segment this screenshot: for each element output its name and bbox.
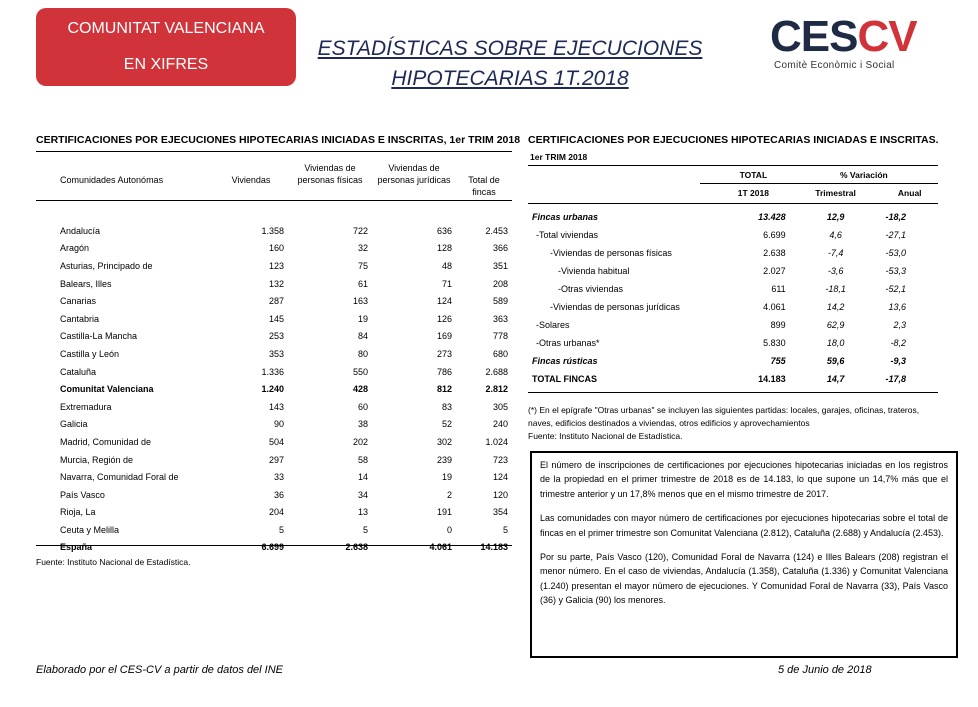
page-title <box>300 34 720 94</box>
value-cell: 4.061 <box>429 542 452 553</box>
value-cell: 123 <box>268 260 284 271</box>
value-cell: 351 <box>492 260 508 271</box>
header-viv-fisicas: Viviendas de personas físicas <box>297 163 363 185</box>
category-cell: Fincas urbanas <box>532 212 599 222</box>
table-row <box>528 370 938 388</box>
value-cell: 124 <box>436 296 452 307</box>
value-cell: 273 <box>436 348 452 359</box>
table-row <box>528 316 938 334</box>
value-cell: 287 <box>268 296 284 307</box>
table-row <box>36 292 512 310</box>
value-cell: -7,4 <box>827 248 844 258</box>
region-cell: España <box>60 542 93 553</box>
right-table-notes <box>528 404 938 443</box>
category-cell: Fincas rústicas <box>532 356 598 366</box>
category-cell: -Otras urbanas* <box>536 338 600 348</box>
table-row <box>528 280 938 298</box>
value-cell: 5 <box>502 524 508 535</box>
table-row <box>528 352 938 370</box>
value-cell: 12,9 <box>826 212 845 222</box>
value-cell: 253 <box>268 331 284 342</box>
value-cell: 160 <box>268 243 284 254</box>
value-cell: 62,9 <box>826 320 845 330</box>
region-cell: Castilla-La Mancha <box>60 331 138 342</box>
left-table-bottom-rule <box>36 545 512 546</box>
value-cell: 2.812 <box>485 384 508 395</box>
value-cell: 34 <box>357 489 368 500</box>
value-cell: 14.183 <box>480 542 508 553</box>
table-row <box>36 451 512 469</box>
value-cell: 2.027 <box>763 266 786 276</box>
value-cell: 143 <box>268 401 284 412</box>
region-cell: Galicia <box>60 419 88 430</box>
left-table-source: Fuente: Instituto Nacional de Estadística. <box>36 557 191 567</box>
value-cell: 14,2 <box>826 302 845 312</box>
value-cell: 128 <box>436 243 452 254</box>
value-cell: 169 <box>436 331 452 342</box>
table-row <box>36 398 512 416</box>
region-cell: País Vasco <box>60 489 105 500</box>
header-total: TOTAL <box>739 170 768 180</box>
value-cell: 2.638 <box>345 542 368 553</box>
region-cell: Ceuta y Melilla <box>60 524 120 535</box>
value-cell: 60 <box>357 401 368 412</box>
value-cell: 550 <box>352 366 368 377</box>
summary-text-box <box>530 451 958 658</box>
value-cell: -27,1 <box>885 230 906 240</box>
category-cell: -Viviendas de personas jurídicas <box>550 302 680 312</box>
value-cell: 90 <box>273 419 284 430</box>
value-cell: 5.830 <box>763 338 786 348</box>
table-row <box>36 257 512 275</box>
value-cell: -17,8 <box>885 374 906 384</box>
value-cell: 13.428 <box>758 212 786 222</box>
table-row <box>528 334 938 352</box>
value-cell: -52,1 <box>885 284 906 294</box>
value-cell: 202 <box>352 436 368 447</box>
value-cell: 19 <box>441 472 452 483</box>
value-cell: 36 <box>273 489 284 500</box>
value-cell: 2.638 <box>763 248 786 258</box>
value-cell: 2.453 <box>485 225 508 236</box>
value-cell: 71 <box>441 278 452 289</box>
table-total-row <box>36 539 512 557</box>
value-cell: 504 <box>268 436 284 447</box>
page-title-line-2: HIPOTECARIAS 1T.2018 <box>391 67 629 90</box>
value-cell: 1.336 <box>261 366 284 377</box>
value-cell: 61 <box>357 278 368 289</box>
value-cell: 52 <box>441 419 452 430</box>
cescv-logo <box>770 14 930 74</box>
value-cell: 722 <box>352 225 368 236</box>
region-cell: Asturias, Principado de <box>60 260 153 271</box>
value-cell: 239 <box>436 454 452 465</box>
value-cell: 4,6 <box>829 230 842 240</box>
header-period: 1T 2018 <box>737 188 769 198</box>
region-badge <box>36 8 296 86</box>
category-cell: -Vivienda habitual <box>558 266 630 276</box>
header-viv-juridicas: Viviendas de personas jurídicas <box>377 163 451 185</box>
table-row <box>36 504 512 522</box>
value-cell: 297 <box>268 454 284 465</box>
table-row <box>36 275 512 293</box>
region-cell: Madrid, Comunidad de <box>60 436 152 447</box>
left-table <box>36 160 512 556</box>
value-cell: 680 <box>492 348 508 359</box>
table-row <box>528 226 938 244</box>
table-row <box>36 416 512 434</box>
value-cell: 48 <box>441 260 452 271</box>
right-table-subtitle: 1er TRIM 2018 <box>530 152 588 162</box>
value-cell: 208 <box>492 278 508 289</box>
header-viviendas: Viviendas <box>231 175 271 185</box>
value-cell: 755 <box>770 356 786 366</box>
value-cell: 132 <box>268 278 284 289</box>
value-cell: -3,6 <box>827 266 844 276</box>
table-row <box>36 328 512 346</box>
value-cell: 366 <box>492 243 508 254</box>
value-cell: 83 <box>441 401 452 412</box>
region-cell: Comunitat Valenciana <box>60 384 154 395</box>
region-cell: Andalucía <box>60 225 101 236</box>
region-cell: Murcia, Región de <box>60 454 134 465</box>
table-row <box>36 468 512 486</box>
value-cell: -18,1 <box>825 284 846 294</box>
value-cell: 428 <box>352 384 368 395</box>
region-cell: Extremadura <box>60 401 112 412</box>
value-cell: 353 <box>268 348 284 359</box>
value-cell: 18,0 <box>826 338 845 348</box>
value-cell: 5 <box>362 524 368 535</box>
value-cell: 611 <box>771 284 786 294</box>
value-cell: 6.699 <box>763 230 786 240</box>
otras-urbanas-note: (*) En el epígrafe "Otras urbanas" se incluyen las siguientes partidas: locales, garajes, oficinas, trateros, naves, edificios destinados a viviendas, otros edificios y aprovechamientos <box>528 405 920 428</box>
left-table-title: CERTIFICACIONES POR EJECUCIONES HIPOTECARIAS INICIADAS E INSCRITAS, 1er TRIM 2018 <box>36 134 521 146</box>
header-total-fincas: Total de fincas <box>468 175 500 197</box>
value-cell: 14,7 <box>826 374 845 384</box>
left-table-top-rule <box>36 151 512 152</box>
table-row <box>36 310 512 328</box>
right-table-bottom-rule <box>528 392 938 393</box>
category-cell: -Solares <box>536 320 570 330</box>
page-title-line-1: ESTADÍSTICAS SOBRE EJECUCIONES <box>317 37 703 60</box>
value-cell: 4.061 <box>763 302 786 312</box>
badge-line-2: EN XIFRES <box>123 56 209 73</box>
value-cell: -8,2 <box>890 338 906 348</box>
value-cell: 80 <box>357 348 368 359</box>
region-cell: Cataluña <box>60 366 97 377</box>
footer-credit: Elaborado por el CES-CV a partir de datos del INE <box>36 664 284 676</box>
value-cell: 58 <box>357 454 368 465</box>
value-cell: 778 <box>492 331 508 342</box>
region-cell: Navarra, Comunidad Foral de <box>60 472 179 483</box>
value-cell: 32 <box>357 243 368 254</box>
table-row <box>36 433 512 451</box>
table-row <box>36 486 512 504</box>
value-cell: 240 <box>492 419 508 430</box>
category-cell: -Viviendas de personas físicas <box>550 248 672 258</box>
value-cell: 636 <box>436 225 452 236</box>
region-cell: Aragón <box>60 243 90 254</box>
value-cell: 1.240 <box>261 384 284 395</box>
summary-paragraph-3: Por su parte, País Vasco (120), Comunidad Foral de Navarra (124) e Illes Balears (208) registran el menor número. En el caso de viviendas, Andalucía (1.358), Cataluña (1.336) y Comunitat Valenciana (1.240) presentan el mayor número de ejecuciones. Y Comunidad Foral de Navarra (33), País Vasco (36) y Galicia (90) los menores. <box>540 552 948 606</box>
value-cell: 786 <box>436 366 452 377</box>
value-cell: 2,3 <box>893 320 906 330</box>
value-cell: -53,0 <box>885 248 906 258</box>
value-cell: 59,6 <box>826 356 845 366</box>
right-table <box>528 166 938 388</box>
value-cell: 204 <box>268 507 284 518</box>
value-cell: 33 <box>273 472 284 483</box>
value-cell: 38 <box>357 419 368 430</box>
value-cell: 191 <box>436 507 452 518</box>
header-comunidades: Comunidades Autonómas <box>60 175 164 185</box>
value-cell: 899 <box>770 320 786 330</box>
region-cell: Balears, Illes <box>60 278 112 289</box>
value-cell: 6.699 <box>261 542 284 553</box>
header-anual: Anual <box>897 188 922 198</box>
logo-subtitle: Comitè Econòmic i Social <box>774 60 895 71</box>
value-cell: 812 <box>436 384 452 395</box>
value-cell: -9,3 <box>890 356 906 366</box>
value-cell: 14 <box>357 472 368 483</box>
footer-date: 5 de Junio de 2018 <box>778 664 872 676</box>
value-cell: 305 <box>492 401 508 412</box>
value-cell: 163 <box>352 296 368 307</box>
value-cell: 84 <box>357 331 368 342</box>
region-cell: Castilla y León <box>60 348 120 359</box>
logo-cv: CV <box>857 12 917 61</box>
region-cell: Canarias <box>60 296 97 307</box>
badge-line-1: COMUNITAT VALENCIANA <box>67 20 265 37</box>
summary-paragraph-2: Las comunidades con mayor número de certificaciones por ejecuciones hipotecarias sobre el total de fincas en el primer trimestre son Comunitat Valenciana (2.812), Cataluña (2.688) y Andalucía (2.453). <box>540 513 948 538</box>
value-cell: 2.688 <box>485 366 508 377</box>
value-cell: 1.024 <box>485 436 508 447</box>
logo-wordmark <box>770 14 917 60</box>
value-cell: 589 <box>492 296 508 307</box>
value-cell: 13 <box>357 507 368 518</box>
table-row <box>36 240 512 258</box>
value-cell: 2 <box>446 489 452 500</box>
value-cell: 354 <box>492 507 508 518</box>
value-cell: 13,6 <box>888 302 906 312</box>
header-trimestral: Trimestral <box>815 188 856 198</box>
table-row <box>528 244 938 262</box>
category-cell: -Total viviendas <box>536 230 599 240</box>
table-row <box>36 521 512 539</box>
table-row <box>36 222 512 240</box>
table-row <box>528 298 938 316</box>
region-cell: Cantabria <box>60 313 100 324</box>
value-cell: 723 <box>492 454 508 465</box>
table-row <box>36 345 512 363</box>
value-cell: -18,2 <box>885 212 906 222</box>
right-table-source: Fuente: Instituto Nacional de Estadística. <box>528 431 683 441</box>
value-cell: 124 <box>492 472 508 483</box>
value-cell: 14.183 <box>758 374 786 384</box>
value-cell: 145 <box>268 313 284 324</box>
summary-paragraph-1: El número de inscripciones de certificaciones por ejecuciones hipotecarias iniciadas en los registros de la propiedad en el primer trimestre de 2018 es de 14.183, lo que supone un 14,7% más que el trimestre anterior y un 17,8% menos que en el mismo trimestre de 2017. <box>540 460 948 499</box>
table-row <box>528 262 938 280</box>
value-cell: 302 <box>436 436 452 447</box>
value-cell: 1.358 <box>261 225 284 236</box>
category-cell: -Otras viviendas <box>558 284 624 294</box>
value-cell: 363 <box>492 313 508 324</box>
value-cell: 19 <box>357 313 368 324</box>
right-table-title: CERTIFICACIONES POR EJECUCIONES HIPOTECARIAS INICIADAS E INSCRITAS. <box>528 134 939 146</box>
header-variacion: % Variación <box>839 170 888 180</box>
value-cell: 75 <box>357 260 368 271</box>
logo-ces: CES <box>770 12 858 61</box>
region-cell: Rioja, La <box>60 507 96 518</box>
value-cell: -53,3 <box>885 266 906 276</box>
value-cell: 126 <box>436 313 452 324</box>
table-row <box>36 363 512 381</box>
value-cell: 120 <box>492 489 508 500</box>
table-row <box>36 380 512 398</box>
value-cell: 5 <box>278 524 284 535</box>
category-cell: TOTAL FINCAS <box>532 374 597 384</box>
table-row <box>528 208 938 226</box>
value-cell: 0 <box>446 524 452 535</box>
